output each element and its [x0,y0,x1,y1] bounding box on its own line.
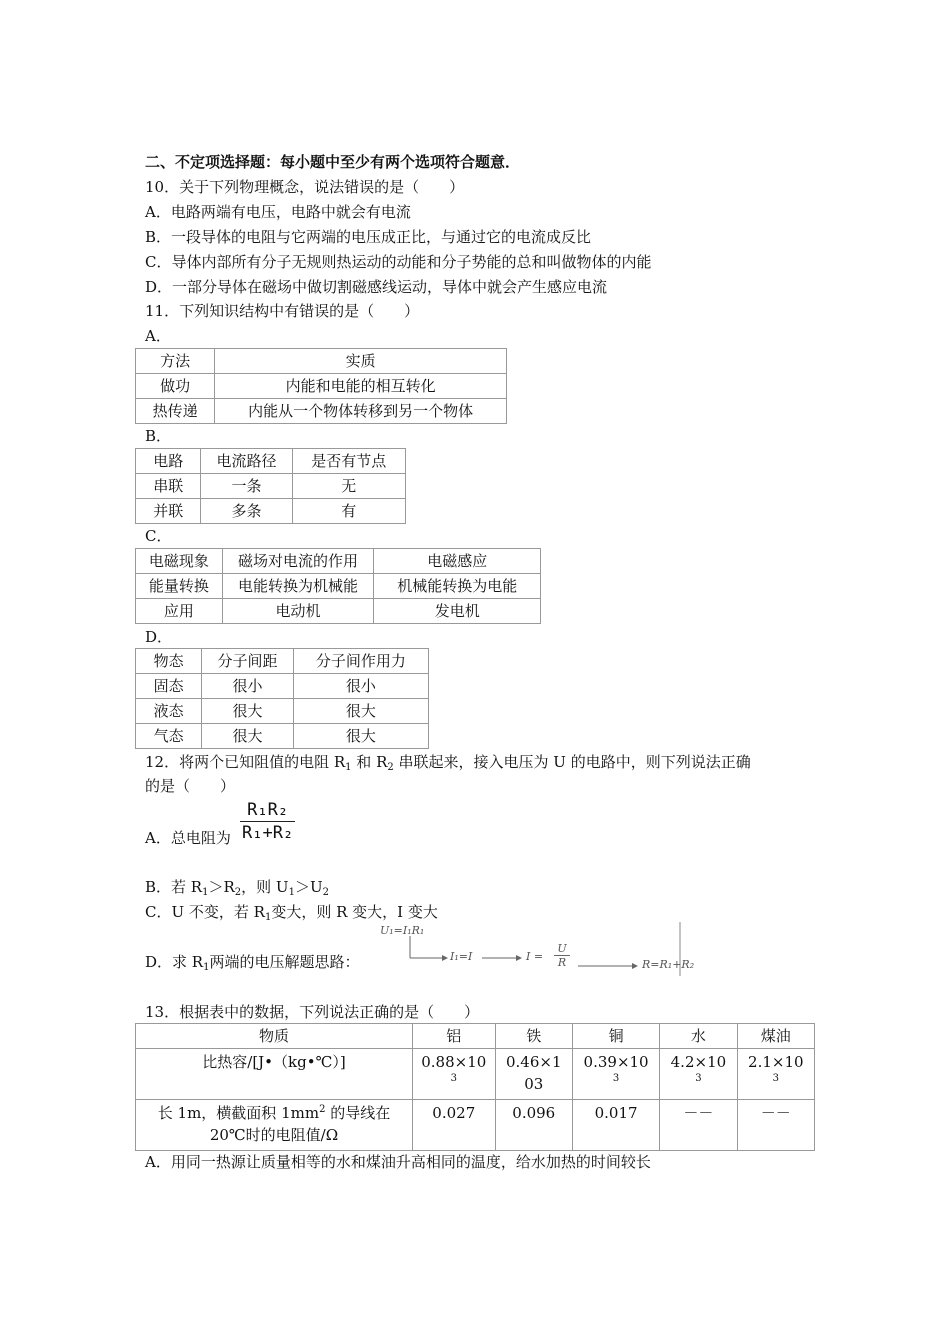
table-header-cell: 铁 [495,1024,572,1049]
cell-value: 4.2×10 [670,1053,727,1071]
q11-stem: 11．下列知识结构中有错误的是（ ） [145,302,420,320]
table-cell: 很大 [202,699,294,724]
q11-table-c [135,548,541,624]
cell-value: 2.1×10 [748,1053,804,1071]
table-header-cell: 水 [660,1024,737,1049]
table-row [136,599,541,624]
table-header-cell: 分子间作用力 [293,649,428,674]
table-cell: 能量转换 [136,574,223,599]
cell-exponent: 3 [772,1073,779,1084]
section-title: 二、不定项选择题：每小题中至少有两个选项符合题意． [145,153,521,171]
table-cell: 0.017 [572,1100,659,1151]
table-row [136,724,429,749]
q12-option-b [145,877,329,897]
cell-text: 长 1m，横截面积 1mm [157,1104,320,1122]
table-cell [495,1049,572,1100]
subscript: 2 [322,887,329,898]
table-cell: 固态 [136,674,202,699]
q11-label-c: C． [145,527,172,545]
table-header-cell: 方法 [136,349,215,374]
subscript: 2 [234,887,242,898]
table-cell [412,1049,495,1100]
option-text: ，则 U [241,878,289,896]
table-header-cell: 分子间距 [202,649,294,674]
table-header-cell: 电流路径 [201,449,292,474]
table-cell: 很大 [202,724,294,749]
table-row [136,399,507,424]
table-header-cell: 铝 [412,1024,495,1049]
table-cell: 无 [292,474,405,499]
table-row [136,474,406,499]
cell-exponent: 3 [450,1073,457,1084]
table-cell [136,1100,413,1151]
cell-value: 0.88×10 [421,1053,487,1071]
table-row [136,574,541,599]
table-cell: 很小 [293,674,428,699]
q11-table-b [135,448,406,524]
table-row [136,349,507,374]
subscript: 1 [203,962,210,973]
table-cell: 机械能转换为电能 [374,574,541,599]
diagram-step1: I₁=I [450,950,473,963]
table-row [136,374,507,399]
q11-label-d: D． [145,628,173,646]
q12-stem-text: 12．将两个已知阻值的电阻 R [145,753,346,771]
table-cell [660,1049,737,1100]
q10-option-b: B．一段导体的电阻与它两端的电压成正比，与通过它的电流成反比 [145,228,592,246]
table-cell: 有 [292,499,405,524]
diagram-start: U₁=I₁R₁ [380,924,425,937]
table-header-cell: 物态 [136,649,202,674]
q12-option-c [145,902,438,922]
table-row [136,1024,815,1049]
table-header-cell: 煤油 [737,1024,814,1049]
table-cell: 发电机 [374,599,541,624]
table-cell: 液态 [136,699,202,724]
fraction-numerator: R₁R₂ [247,800,289,820]
cell-exponent: 3 [612,1073,620,1084]
table-row [136,549,541,574]
subscript: 1 [202,887,209,898]
q12-fraction [240,800,295,843]
q12-stem-text: 和 R [351,753,388,771]
q12-option-d [145,952,359,972]
table-row [136,1100,815,1151]
q11-table-d [135,648,429,749]
subscript: 1 [345,762,352,773]
diagram-step2-left: I = [526,950,544,963]
table-cell: 内能和电能的相互转化 [215,374,507,399]
table-cell: 气态 [136,724,202,749]
table-cell: 一条 [201,474,292,499]
table-header-cell: 电路 [136,449,201,474]
option-text: B．若 R [145,878,203,896]
table-cell: 0.096 [495,1100,572,1151]
table-header-cell: 铜 [572,1024,659,1049]
cell-text: 20℃时的电阻值/Ω [209,1126,339,1144]
table-cell: 0.027 [412,1100,495,1151]
table-header-cell: 电磁感应 [374,549,541,574]
table-cell: 内能从一个物体转移到另一个物体 [215,399,507,424]
diagram-step2-fraction [554,942,570,969]
table-cell: 很大 [293,699,428,724]
table-cell: 做功 [136,374,215,399]
q10-option-c: C．导体内部所有分子无规则热运动的动能和分子势能的总和叫做物体的内能 [145,253,652,271]
cell-value: 0.46×1 [506,1053,562,1071]
diagram-fraction-den: R [557,956,567,969]
table-header-cell: 实质 [215,349,507,374]
table-header-cell: 磁场对电流的作用 [222,549,374,574]
table-cell: 应用 [136,599,223,624]
table-row [136,674,429,699]
option-text: 变大，则 R 变大，I 变大 [271,903,438,921]
table-header-cell: 物质 [136,1024,413,1049]
table-row [136,1049,815,1100]
table-cell: －－ [737,1100,814,1151]
cell-text: 的导线在 [325,1104,391,1122]
q13-option-a: A．用同一热源让质量相等的水和煤油升高相同的温度，给水加热的时间较长 [145,1153,651,1171]
q11-table-a [135,348,507,424]
q12-stem-line1 [145,752,751,772]
q10-option-a: A．电路两端有电压，电路中就会有电流 [145,203,411,221]
q10-option-d: D．一部分导体在磁场中做切割磁感线运动，导体中就会产生感应电流 [145,278,608,296]
q11-label-b: B． [145,427,172,445]
table-cell: 电能转换为机械能 [222,574,374,599]
table-row [136,649,429,674]
table-cell [572,1049,659,1100]
table-row [136,499,406,524]
table-header-cell: 是否有节点 [292,449,405,474]
fraction-denominator: R₁+R₂ [242,823,294,843]
subscript: 1 [288,887,295,898]
fraction-bar [240,821,295,822]
option-text: ＞U [294,878,323,896]
table-row [136,699,429,724]
q12-solution-diagram [380,922,695,978]
table-header-cell: 电磁现象 [136,549,223,574]
q12-stem-line2: 的是（ ） [145,777,236,795]
q12-stem-text: 串联起来，接入电压为 U 的电路中，则下列说法正确 [393,753,751,771]
q13-table [135,1023,815,1151]
superscript: 2 [319,1104,326,1115]
cell-exponent: 3 [695,1073,702,1084]
table-cell: 串联 [136,474,201,499]
table-cell: 很小 [202,674,294,699]
table-cell: －－ [660,1100,737,1151]
table-cell: 热传递 [136,399,215,424]
option-text: C．U 不变，若 R [145,903,265,921]
cell-value-wrap: 03 [524,1075,544,1093]
q10-stem: 10．关于下列物理概念，说法错误的是（ ） [145,178,465,196]
subscript: 2 [387,762,394,773]
q12-option-a: A．总电阻为 [145,829,231,847]
q11-label-a: A． [145,327,171,345]
table-cell [737,1049,814,1100]
table-row [136,449,406,474]
q13-stem: 13．根据表中的数据，下列说法正确的是（ ） [145,1003,480,1021]
diagram-step3: R=R₁+R₂ [642,958,695,971]
option-text: 两端的电压解题思路： [209,953,360,971]
option-text: ＞R [208,878,235,896]
table-cell: 比热容/[J•（kg•℃）] [136,1049,413,1100]
option-text: D．求 R [145,953,204,971]
table-cell: 很大 [293,724,428,749]
diagram-fraction-num: U [557,942,567,955]
cell-value: 0.39×10 [583,1053,649,1071]
table-cell: 多条 [201,499,292,524]
subscript: 1 [264,912,272,923]
table-cell: 并联 [136,499,201,524]
table-cell: 电动机 [222,599,374,624]
